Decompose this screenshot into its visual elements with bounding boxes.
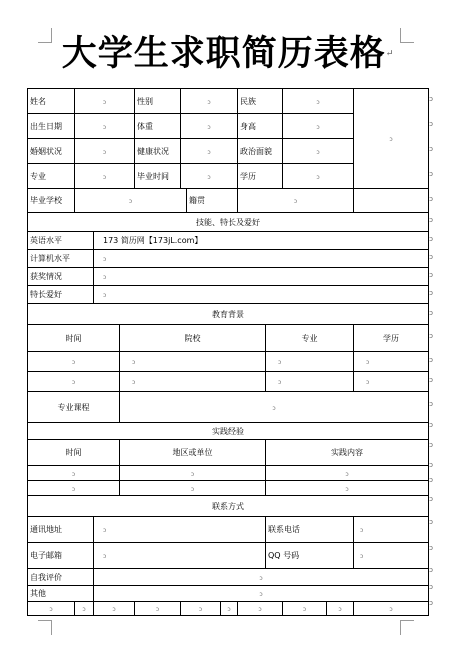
end-cell: ↄ [181,602,221,616]
grad-time-value[interactable]: ↄ [181,164,238,189]
practice-col-time: 时间 [28,440,120,466]
practice-unit-cell[interactable]: ↄ [120,481,266,496]
awards-value[interactable]: ↄ [94,268,429,286]
end-cell: ↄ [354,602,429,616]
courses-row [28,392,429,423]
edu-col-time: 时间 [28,325,120,352]
row-end-mark: ↄ [429,599,433,607]
marital-label: 婚姻状况 [28,139,75,164]
row-end-mark: ↄ [429,583,433,591]
row-end-mark: ↄ [429,120,433,128]
row-end-mark: ↄ [429,332,433,340]
other-value[interactable]: ↄ [94,586,429,602]
edu-major-cell[interactable]: ↄ [266,372,354,392]
education-section-header: 教育背景 [28,304,429,325]
grad-time-label: 毕业时间 [135,164,181,189]
contact-section-header: 联系方式 [28,496,429,517]
practice-columns-row [28,440,429,466]
skills-row-awards [28,268,429,286]
edu-degree-cell[interactable]: ↄ [354,372,429,392]
major-value[interactable]: ↄ [75,164,135,189]
practice-time-cell[interactable]: ↄ [28,466,120,481]
practice-row-2 [28,481,429,496]
row-end-mark: ↄ [429,400,433,408]
computer-label: 计算机水平 [28,250,94,268]
row-end-mark: ↄ [429,544,433,552]
hobbies-value[interactable]: ↄ [94,286,429,304]
resume-table [27,88,429,616]
weight-value[interactable]: ↄ [181,114,238,139]
birth-value[interactable]: ↄ [75,114,135,139]
row-end-mark: ↄ [429,421,433,429]
practice-content-cell[interactable]: ↄ [266,481,429,496]
practice-section-header: 实践经验 [28,423,429,440]
row-end-mark: ↄ [429,145,433,153]
birth-label: 出生日期 [28,114,75,139]
paragraph-mark: ↵ [385,49,395,59]
end-cell: ↄ [221,602,238,616]
skills-row-english [28,232,429,250]
row-end-mark: ↄ [429,253,433,261]
crop-mark-bottom-left [38,620,52,635]
email-label: 电子邮箱 [28,543,94,569]
end-cell: ↄ [283,602,327,616]
end-cell: ↄ [75,602,94,616]
ethnicity-value[interactable]: ↄ [283,89,354,114]
practice-content-cell[interactable]: ↄ [266,466,429,481]
contact-header-row [28,496,429,517]
edu-degree-cell[interactable]: ↄ [354,352,429,372]
crop-mark-bottom-right [400,620,414,635]
practice-col-unit: 地区或单位 [120,440,266,466]
height-label: 身高 [238,114,283,139]
practice-col-content: 实践内容 [266,440,429,466]
skills-header-row [28,213,429,232]
self-eval-row [28,569,429,586]
skills-section-header: 技能、特长及爱好 [28,213,429,232]
contact-row-1 [28,517,429,543]
practice-time-cell[interactable]: ↄ [28,481,120,496]
basic-row-1 [28,89,429,114]
address-value[interactable]: ↄ [94,517,266,543]
other-label: 其他 [28,586,94,602]
contact-row-2 [28,543,429,569]
row-end-mark: ↄ [429,376,433,384]
name-label: 姓名 [28,89,75,114]
practice-header-row [28,423,429,440]
degree-label: 学历 [238,164,283,189]
row-end-mark: ↄ [429,476,433,484]
end-cell: ↄ [238,602,283,616]
skills-row-hobbies [28,286,429,304]
health-value[interactable]: ↄ [181,139,238,164]
document-title: 大学生求职简历表格↵ [61,33,395,74]
row-end-mark: ↄ [429,461,433,469]
edu-time-cell[interactable]: ↄ [28,352,120,372]
phone-label: 联系电话 [266,517,354,543]
end-cell: ↄ [135,602,181,616]
row-end-mark: ↄ [429,441,433,449]
education-row-1 [28,352,429,372]
row-end-mark: ↄ [429,95,433,103]
other-row [28,586,429,602]
self-eval-value[interactable]: ↄ [94,569,429,586]
education-row-2 [28,372,429,392]
edu-school-cell[interactable]: ↄ [120,372,266,392]
gender-value[interactable]: ↄ [181,89,238,114]
courses-label: 专业课程 [28,392,120,423]
practice-unit-cell[interactable]: ↄ [120,466,266,481]
address-label: 通讯地址 [28,517,94,543]
column-marker-row [28,602,429,616]
qq-value[interactable]: ↄ [354,543,429,569]
basic-row-5 [28,189,429,213]
english-value[interactable]: 173 简历网【173jL.com】 [94,232,429,250]
edu-school-cell[interactable]: ↄ [120,352,266,372]
health-label: 健康状况 [135,139,181,164]
marital-value[interactable]: ↄ [75,139,135,164]
awards-label: 获奖情况 [28,268,94,286]
row-end-mark: ↄ [429,356,433,364]
gender-label: 性别 [135,89,181,114]
name-value[interactable]: ↄ [75,89,135,114]
computer-value[interactable]: ↄ [94,250,429,268]
row-end-mark: ↄ [429,566,433,574]
origin-value[interactable]: ↄ [238,189,354,213]
end-cell: ↄ [28,602,75,616]
end-cell: ↄ [94,602,135,616]
edu-major-cell[interactable]: ↄ [266,352,354,372]
english-label: 英语水平 [28,232,94,250]
qq-label: QQ 号码 [266,543,354,569]
skills-row-computer [28,250,429,268]
row-end-mark: ↄ [429,235,433,243]
row-end-mark: ↄ [429,518,433,526]
row-end-mark: ↄ [429,195,433,203]
practice-row-1 [28,466,429,481]
major-label: 专业 [28,164,75,189]
hobbies-label: 特长爱好 [28,286,94,304]
education-columns-row [28,325,429,352]
politics-value[interactable]: ↄ [283,139,354,164]
row-end-mark: ↄ [429,309,433,317]
height-value[interactable]: ↄ [283,114,354,139]
school-label: 毕业学校 [28,189,75,213]
row-end-mark: ↄ [429,170,433,178]
ethnicity-label: 民族 [238,89,283,114]
edu-col-degree: 学历 [354,325,429,352]
degree-value[interactable]: ↄ [283,164,354,189]
row-end-mark: ↄ [429,289,433,297]
weight-label: 体重 [135,114,181,139]
origin-label: 籍贯 [187,189,238,213]
photo-cell[interactable]: ↄ [354,89,429,189]
self-eval-label: 自我评价 [28,569,94,586]
courses-value[interactable]: ↄ [120,392,429,423]
phone-value[interactable]: ↄ [354,517,429,543]
row-end-mark: ↄ [429,495,433,503]
end-cell: ↄ [327,602,354,616]
edu-col-major: 专业 [266,325,354,352]
email-value[interactable]: ↄ [94,543,266,569]
row-end-mark: ↄ [429,216,433,224]
edu-col-school: 院校 [120,325,266,352]
photo-cell-extension [354,189,429,213]
education-header-row [28,304,429,325]
row-end-mark: ↄ [429,271,433,279]
school-value[interactable]: ↄ [75,189,187,213]
politics-label: 政治面貌 [238,139,283,164]
edu-time-cell[interactable]: ↄ [28,372,120,392]
